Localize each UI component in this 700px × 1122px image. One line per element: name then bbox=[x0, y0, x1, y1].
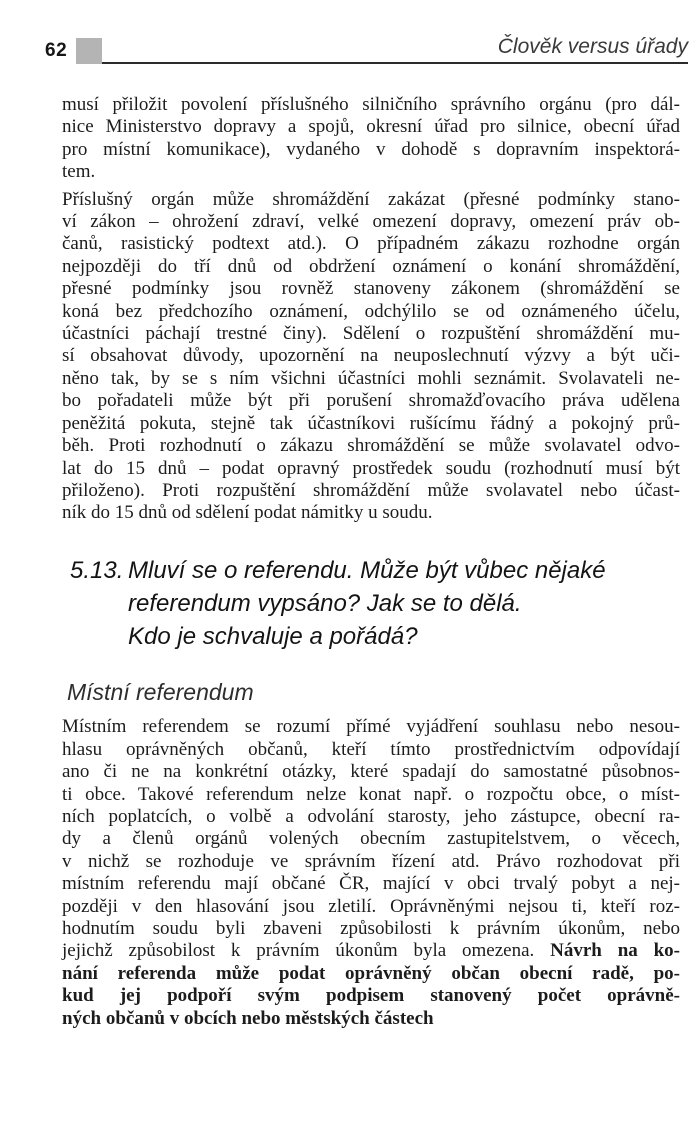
text-line: čanů, rasistický podtext atd.). O případném zákazu rozhodne orgán bbox=[62, 233, 680, 255]
section-number: 5.13. bbox=[70, 556, 124, 584]
text-line: hodnutím soudu byli zbaveni způsobilosti k právním úkonům, nebo bbox=[62, 917, 680, 939]
text-line: ví zákon – ohrožení zdraví, velké omezení dopravy, omezení práv ob- bbox=[62, 211, 680, 233]
text-line: běh. Proti rozhodnutí o zákazu shromáždění se může svolavatel odvo- bbox=[62, 435, 680, 457]
text-line: Příslušný orgán může shromáždění zakázat (přesné podmínky stano- bbox=[62, 188, 680, 210]
text-line: ních poplatcích, o volbě a odvolání starosty, jeho zástupce, obecní ra- bbox=[62, 805, 680, 827]
text-line: sí obsahovat důvody, upozornění na neuposlechnutí výzvy a být uči- bbox=[62, 345, 680, 367]
page-header bbox=[45, 36, 688, 64]
text-line: referendum vypsáno? Jak se to dělá. bbox=[128, 589, 522, 617]
text-line: účastníci páchají trestné činy). Sdělení o rozpuštění shromáždění mu- bbox=[62, 323, 680, 345]
page-number: 62 bbox=[45, 40, 68, 61]
text-line: hlasu oprávněných občanů, kteří tímto prostřednictvím odpovídají bbox=[62, 738, 680, 760]
text-line: ník do 15 dnů od sdělení podat námitky u soudu. bbox=[62, 502, 433, 524]
text-line: lat do 15 dnů – podat opravný prostředek soudu (rozhodnutí musí být bbox=[62, 457, 680, 479]
header-square-decoration bbox=[76, 38, 102, 64]
text-line: přiloženo). Proti rozpuštění shromáždění může svolavatel nebo účast- bbox=[62, 479, 680, 501]
text-line: v nichž se rozhoduje ve správním řízení atd. Právo rozhodovat při bbox=[62, 850, 680, 872]
text-line: ných občanů v obcích nebo městských částech bbox=[62, 1007, 434, 1029]
section-heading-text bbox=[128, 554, 680, 653]
section-heading-5-13 bbox=[62, 554, 680, 653]
text-line: koná bez předchozího oznámení, odchýlilo se od oznámeného účelu, bbox=[62, 300, 680, 322]
text-line: nání referenda může podat oprávněný občan obecní radě, po- bbox=[62, 962, 680, 984]
paragraph-local-referendum bbox=[62, 716, 680, 1030]
text-line: jejichž způsobilost k právním úkonům byla omezena. Návrh na ko- bbox=[62, 940, 680, 962]
text-line: kud jej podpoří svým podpisem stanovený počet oprávně- bbox=[62, 985, 680, 1007]
running-title: Člověk versus úřady bbox=[497, 35, 688, 58]
text-line: nice Ministerstvo dopravy a spojů, okresní úřad pro silnice, obecní úřad bbox=[62, 116, 680, 138]
text-line: ti obce. Takové referendum nelze konat např. o rozpočtu obce, o míst- bbox=[62, 783, 680, 805]
text-line: tem. bbox=[62, 161, 96, 183]
text-line: něno tak, by se s ním všichni účastníci mohli seznámit. Svolavateli ne- bbox=[62, 367, 680, 389]
paragraph-road-permit bbox=[62, 94, 680, 184]
page-content bbox=[62, 94, 680, 1030]
text-line: Mluví se o referendu. Může být vůbec nějaké bbox=[128, 556, 606, 584]
text-line: musí přiložit povolení příslušného silničního správního orgánu (pro dál- bbox=[62, 94, 680, 115]
text-line: Místním referendem se rozumí přímé vyjádření souhlasu nebo nesou- bbox=[62, 716, 680, 738]
text-line: Kdo je schvaluje a pořádá? bbox=[128, 622, 418, 650]
text-line: přesné podmínky jsou rovněž stanoveny zákonem (shromáždění se bbox=[62, 278, 680, 300]
text-line: místním referendu mají občané ČR, mající v obci trvalý pobyt a nej- bbox=[62, 873, 680, 895]
text-line: dy a členů orgánů volených obecním zastupitelstvem, o věcech, bbox=[62, 828, 680, 850]
text-line: později v den hlasování jsou zletilí. Oprávněnými nejsou ti, kteří roz- bbox=[62, 895, 680, 917]
text-line: pro místní komunikace), vydaného v dohodě s dopravním inspektorá- bbox=[62, 138, 680, 160]
header-rule bbox=[102, 36, 688, 64]
text-line: peněžitá pokuta, stejně tak účastníkovi rušícímu řádný a pokojný prů- bbox=[62, 412, 680, 434]
paragraph-assembly-ban bbox=[62, 189, 680, 525]
text-line: ano či ne na konkrétní otázky, které spadají do samostatné působnos- bbox=[62, 761, 680, 783]
text-line: bo pořadateli může být při porušení shromažďovacího práva udělena bbox=[62, 390, 680, 412]
text-line: nejpozději do tří dnů od obdržení oznámení o konání shromáždění, bbox=[62, 255, 680, 277]
subheading-local-referendum: Místní referendum bbox=[67, 678, 254, 705]
